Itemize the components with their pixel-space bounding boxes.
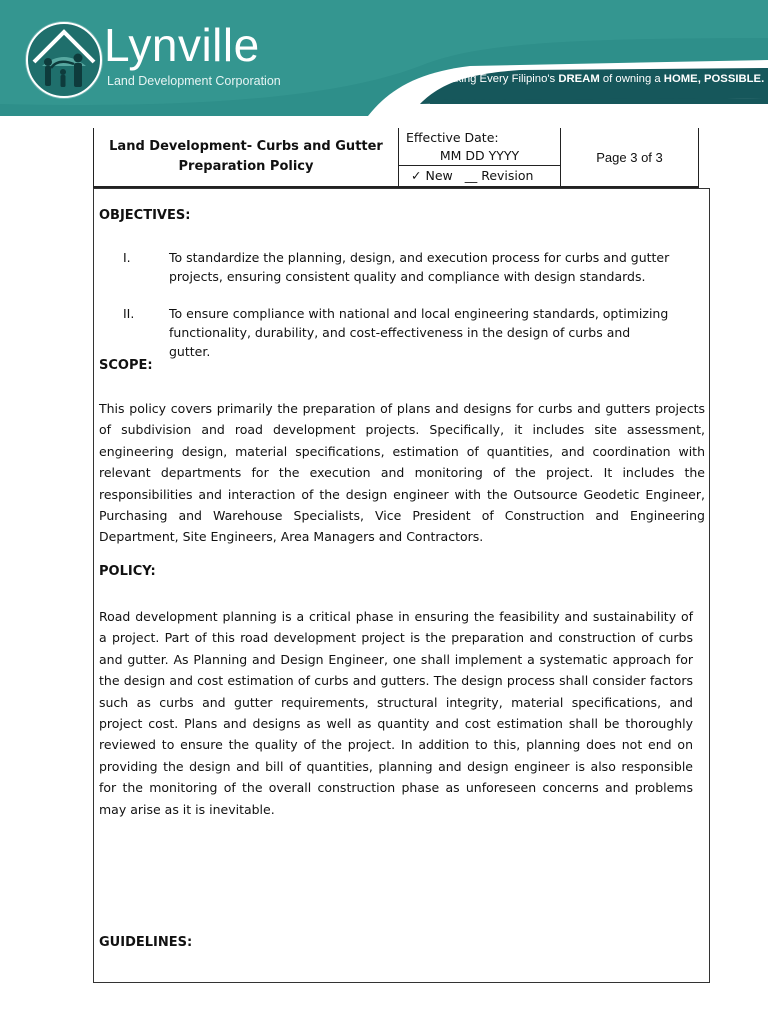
list-item-number: I. [123,250,131,265]
effective-date-cell [399,128,561,186]
header-banner [0,0,768,116]
document-title-text: Land Development- Curbs and Gutter Preparation Policy [109,139,383,174]
revision-blank: __ [464,168,478,183]
tagline-dream: DREAM [558,73,600,85]
tagline-text-2: of owning a [599,73,664,85]
scope-paragraph: This policy covers primarily the preparation of plans and designs for curbs and gutters projects of subdivision and road development projects. Specifically, it includes site assessment, engineering design, material specifications, estimation of quantities, and coordination with relevant departments for the execution and monitoring of the project. It includes the responsibilities and interaction of the design engineer with the Outsource Geodetic Engineer, Purchasing and Warehouse Specialists, Vice President of Construction and Engineering Department, Site Engineers, Area Managers and Contractors. [99,401,705,545]
policy-heading: POLICY: [99,564,156,579]
new-label: New [425,168,453,183]
tagline-text-1: Making Every Filipino's [440,73,559,85]
revision-status [399,166,560,186]
effective-date-value: MM DD YYYY [439,148,520,163]
brand-name: Lynville [104,19,260,71]
objectives-heading: OBJECTIVES: [99,208,191,223]
list-item-number: II. [123,306,135,321]
guidelines-heading: GUIDELINES: [99,935,193,950]
logo-icon [22,18,106,102]
scope-heading: SCOPE: [99,358,153,373]
list-item-text: To standardize the planning, design, and execution process for curbs and gutter projects, ensuring consistent quality and compliance with design standards. [169,250,670,284]
tagline [440,72,764,86]
page-number-text: Page 3 of 3 [596,149,663,165]
effective-date-label: Effective Date: [406,130,499,145]
effective-date-top [399,128,560,166]
revision-label: Revision [481,168,534,183]
list-item-text: To ensure compliance with national and local engineering standards, optimizing functionality, durability, and cost-effectiveness in the design of curbs and gutter. [169,306,669,359]
brand-subtitle: Land Development Corporation [107,74,281,88]
document-title [94,128,399,186]
check-icon: ✓ [411,168,422,183]
document-header-table [93,128,699,188]
policy-paragraph: Road development planning is a critical phase in ensuring the feasibility and sustainability of a project. Part of this road development project is the preparation and construction of curbs and gutter. As Planning and Design Engineer, one shall implement a systematic approach for the design and cost estimation of curbs and gutters. The design process shall consider factors such as curbs and gutter requirements, structural integrity, material specifications, and project cost. Plans and designs as well as quantity and cost estimation shall be thoroughly reviewed to ensure the quality of the project. In addition to this, planning does not end on providing the design and bill of quantities, planning and design engineer is also responsible for the monitoring of the overall construction phase as unforeseen concerns and problems may arise as it is inevitable. [99,609,693,817]
page-number [561,128,698,186]
tagline-home: HOME, POSSIBLE. [663,73,765,85]
